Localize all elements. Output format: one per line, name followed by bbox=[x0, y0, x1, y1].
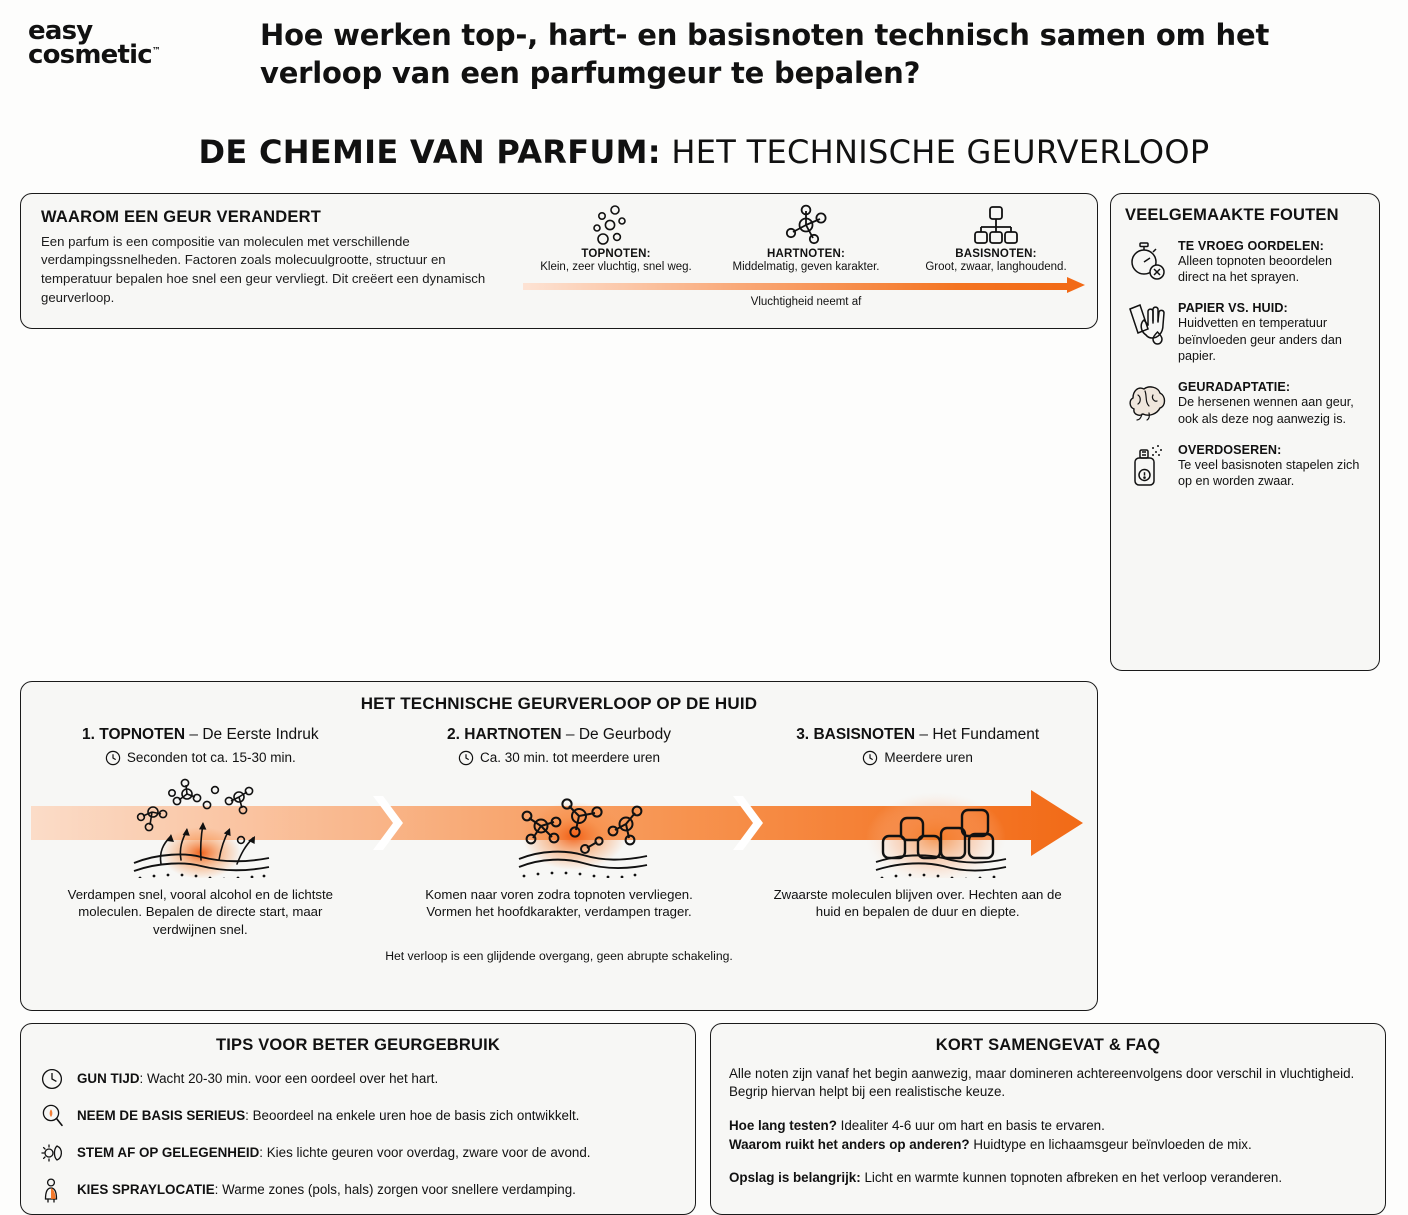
faq-closing bbox=[729, 1170, 1367, 1185]
mistake-title: GEURADAPTATIE: bbox=[1178, 380, 1365, 394]
brand-logo-word: cosmetic bbox=[28, 40, 152, 70]
faq-qa-item bbox=[729, 1116, 1367, 1135]
phase-heart bbox=[380, 726, 739, 766]
note-type-base-title: BASISNOTEN: bbox=[901, 248, 1091, 260]
phase-dash: – bbox=[189, 726, 198, 743]
faq-qa-list bbox=[729, 1116, 1367, 1154]
person-spray-icon bbox=[37, 1176, 67, 1204]
tip-body: : Warme zones (pols, hals) zorgen voor snellere verdamping. bbox=[215, 1182, 576, 1197]
tip-text bbox=[77, 1182, 576, 1197]
clock-icon bbox=[105, 750, 121, 766]
phase-number: 2. bbox=[447, 726, 460, 743]
faq-question: Hoe lang testen? bbox=[729, 1118, 837, 1133]
common-mistakes-heading: VEELGEMAAKTE FOUTEN bbox=[1125, 206, 1365, 225]
mistake-text bbox=[1178, 301, 1365, 364]
tip-text bbox=[77, 1108, 579, 1123]
phase-title bbox=[21, 726, 380, 744]
middle-row bbox=[0, 681, 1408, 1011]
page-title-bold: DE CHEMIE VAN PARFUM: bbox=[198, 133, 660, 171]
page-title-light: HET TECHNISCHE GEURVERLOOP bbox=[671, 133, 1209, 171]
sun-moon-icon bbox=[37, 1139, 67, 1167]
tip-text bbox=[77, 1071, 438, 1086]
phase-subtitle: De Geurbody bbox=[579, 726, 671, 743]
brand-logo-line1: easy bbox=[28, 20, 260, 44]
faq-question: Waarom ruikt het anders op anderen? bbox=[729, 1137, 970, 1152]
faq-answer: Idealiter 4-6 uur om hart en basis te ervaren. bbox=[837, 1118, 1105, 1133]
mistake-text bbox=[1178, 380, 1365, 427]
tip-label: GUN TIJD bbox=[77, 1071, 140, 1086]
stopwatch-x-icon bbox=[1125, 239, 1169, 283]
why-heading: WAAROM EEN GEUR VERANDERT bbox=[41, 208, 515, 227]
phase-base bbox=[738, 726, 1097, 766]
tip-text bbox=[77, 1145, 591, 1160]
tip-label: KIES SPRAYLOCATIE bbox=[77, 1182, 215, 1197]
volatility-arrow-head bbox=[1067, 277, 1085, 293]
phase-name: HARTNOTEN bbox=[464, 726, 561, 743]
phase-number: 3. bbox=[796, 726, 809, 743]
medium-molecule-icon bbox=[711, 202, 901, 248]
progression-heading: HET TECHNISCHE GEURVERLOOP OP DE HUID bbox=[21, 682, 1097, 714]
brand-logo bbox=[0, 14, 260, 68]
tip-label: STEM AF OP GELEGENHEID bbox=[77, 1145, 259, 1160]
mistake-title: TE VROEG OORDELEN: bbox=[1178, 239, 1365, 253]
faq-closing-label: Opslag is belangrijk: bbox=[729, 1170, 861, 1185]
header bbox=[0, 0, 1408, 93]
phase-title bbox=[738, 726, 1097, 744]
tip-body: : Beoordeel na enkele uren hoe de basis zich ontwikkelt. bbox=[245, 1108, 579, 1123]
mistake-item bbox=[1125, 301, 1365, 364]
mistake-item bbox=[1125, 380, 1365, 427]
phase-time-row bbox=[21, 750, 380, 766]
phase-time-row bbox=[380, 750, 739, 766]
note-type-heart bbox=[711, 202, 901, 273]
note-type-heart-desc: Middelmatig, geven karakter. bbox=[711, 261, 901, 273]
phase-description: Zwaarste moleculen blijven over. Hechten aan de huid en bepalen de duur en diepte. bbox=[738, 886, 1097, 940]
tips-heading: TIPS VOOR BETER GEURGEBRUIK bbox=[37, 1036, 679, 1055]
common-mistakes-panel bbox=[1110, 193, 1380, 671]
phase-description: Komen naar voren zodra topnoten vervliegen. Vormen het hoofdkarakter, verdampen trager. bbox=[380, 886, 739, 940]
mistake-desc: Alleen topnoten beoordelen direct na het sprayen. bbox=[1178, 253, 1365, 286]
phase-title bbox=[380, 726, 739, 744]
phase-subtitle: Het Fundament bbox=[932, 726, 1039, 743]
mistake-title: PAPIER VS. HUID: bbox=[1178, 301, 1365, 315]
why-scent-changes-panel bbox=[20, 193, 1098, 329]
progression-graphic bbox=[21, 768, 1095, 878]
phase-time: Meerdere uren bbox=[884, 750, 973, 765]
top-row bbox=[0, 193, 1408, 671]
tip-item bbox=[37, 1102, 679, 1130]
why-body: Een parfum is een compositie van moleculen met verschillende verdampingssnelheden. Factoren zoals molecuulgrootte, structuur en temperatuur bepalen hoe snel een geur vervliegt. Dit creëert een dynamisch geurverloop. bbox=[41, 233, 515, 308]
hand-paper-drop-icon bbox=[1125, 301, 1169, 345]
phase-time: Seconden tot ca. 15-30 min. bbox=[127, 750, 296, 765]
phase-name: TOPNOTEN bbox=[99, 726, 185, 743]
phase-dash: – bbox=[919, 726, 928, 743]
phase-descriptions-row bbox=[21, 886, 1097, 940]
tip-item bbox=[37, 1139, 679, 1167]
faq-intro: Alle noten zijn vanaf het begin aanwezig, maar domineren achtereenvolgens door verschil in vluchtigheid. Begrip hiervan helpt bij een realistische keuze. bbox=[729, 1065, 1367, 1103]
mistake-desc: Te veel basisnoten stapelen zich op en worden zwaar. bbox=[1178, 457, 1365, 490]
note-type-base bbox=[901, 202, 1091, 273]
mistake-item bbox=[1125, 239, 1365, 286]
note-type-top-title: TOPNOTEN: bbox=[521, 248, 711, 260]
mistake-text bbox=[1178, 239, 1365, 286]
phase-time: Ca. 30 min. tot meerdere uren bbox=[480, 750, 660, 765]
magnifier-icon bbox=[37, 1102, 67, 1130]
mistake-desc: Huidvetten en temperatuur beïnvloeden geur anders dan papier. bbox=[1178, 315, 1365, 364]
phase-dash: – bbox=[566, 726, 575, 743]
phase-description: Verdampen snel, vooral alcohol en de lichtste moleculen. Bepalen de directe start, maar verdwijnen snel. bbox=[21, 886, 380, 940]
small-molecules-icon bbox=[521, 202, 711, 248]
tips-panel bbox=[20, 1023, 696, 1215]
progression-footnote: Het verloop is een glijdende overgang, geen abrupte schakeling. bbox=[21, 949, 1097, 963]
clock-icon bbox=[37, 1065, 67, 1093]
clock-icon bbox=[458, 750, 474, 766]
why-text-block bbox=[21, 194, 515, 328]
mistake-desc: De hersenen wennen aan geur, ook als deze nog aanwezig is. bbox=[1178, 394, 1365, 427]
volatility-scale-label: Vluchtigheid neemt af bbox=[515, 296, 1097, 308]
mistake-text bbox=[1178, 443, 1365, 490]
brand-logo-line2 bbox=[28, 44, 160, 68]
page-title bbox=[0, 133, 1408, 171]
phase-time-row bbox=[738, 750, 1097, 766]
note-type-row bbox=[515, 202, 1097, 273]
tip-item bbox=[37, 1065, 679, 1093]
note-type-base-desc: Groot, zwaar, langhoudend. bbox=[901, 261, 1091, 273]
faq-heading: KORT SAMENGEVAT & FAQ bbox=[729, 1036, 1367, 1055]
note-type-heart-title: HARTNOTEN: bbox=[711, 248, 901, 260]
progression-illustration bbox=[21, 768, 1097, 878]
faq-panel bbox=[710, 1023, 1386, 1215]
mistake-title: OVERDOSEREN: bbox=[1178, 443, 1365, 457]
large-molecule-icon bbox=[901, 202, 1091, 248]
phase-titles-row bbox=[21, 726, 1097, 766]
tip-body: : Wacht 20-30 min. voor een oordeel over het hart. bbox=[140, 1071, 439, 1086]
faq-qa-item bbox=[729, 1135, 1367, 1154]
volatility-arrow bbox=[523, 279, 1085, 293]
tip-body: : Kies lichte geuren voor overdag, zware voor de avond. bbox=[259, 1145, 590, 1160]
phase-top bbox=[21, 726, 380, 766]
scent-progression-panel bbox=[20, 681, 1098, 1011]
faq-answer: Huidtype en lichaamsgeur beïnvloeden de mix. bbox=[970, 1137, 1252, 1152]
phase-name: BASISNOTEN bbox=[813, 726, 915, 743]
trademark-symbol: ™ bbox=[152, 46, 160, 56]
volatility-arrow-body bbox=[523, 283, 1067, 290]
tip-label: NEEM DE BASIS SERIEUS bbox=[77, 1108, 245, 1123]
tip-item bbox=[37, 1176, 679, 1204]
note-type-top bbox=[521, 202, 711, 273]
page-headline: Hoe werken top-, hart- en basisnoten technisch samen om het verloop van een parfumgeur te bepalen? bbox=[260, 14, 1408, 93]
molecule-size-scale bbox=[515, 194, 1097, 328]
clock-icon bbox=[862, 750, 878, 766]
phase-subtitle: De Eerste Indruk bbox=[202, 726, 318, 743]
mistake-item bbox=[1125, 443, 1365, 490]
brain-icon bbox=[1125, 380, 1169, 424]
spray-bottle-warning-icon bbox=[1125, 443, 1169, 487]
faq-closing-text: Licht en warmte kunnen topnoten afbreken en het verloop veranderen. bbox=[861, 1170, 1282, 1185]
phase-number: 1. bbox=[82, 726, 95, 743]
bottom-row bbox=[0, 1023, 1408, 1215]
note-type-top-desc: Klein, zeer vluchtig, snel weg. bbox=[521, 261, 711, 273]
